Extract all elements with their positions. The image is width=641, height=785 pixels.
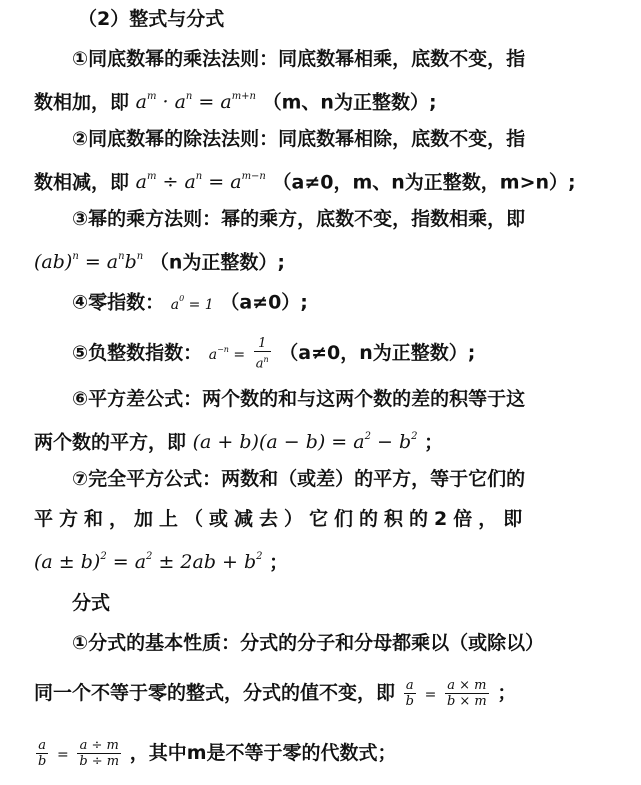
eq1-den-left: b	[405, 694, 414, 709]
rule7-suffix: ；	[269, 551, 289, 574]
rule4-prefix: ④零指数：	[72, 291, 165, 314]
rule2-suffix: （a≠0，m、n为正整数，m>n）;	[272, 171, 576, 194]
rule1-line2	[34, 86, 437, 115]
eq1-num-right: a × m	[445, 678, 489, 694]
rule3-line1: ③幂的乘方法则：幂的乘方，底数不变，指数相乘，即	[72, 208, 526, 230]
rule4-suffix: （a≠0）;	[220, 291, 308, 314]
rule5-fraction	[254, 336, 271, 371]
rule5-frac-den: $a^n$	[255, 355, 269, 372]
rule5-suffix: （a≠0，n为正整数）;	[279, 342, 476, 365]
fraction-rule-line1: ①分式的基本性质：分式的分子和分母都乘以（或除以）	[72, 632, 545, 654]
rule7-line1: ⑦完全平方公式：两数和（或差）的平方，等于它们的	[72, 468, 526, 490]
eq2-frac-left	[36, 738, 48, 769]
eq2-den-left: b	[38, 754, 47, 769]
fraction-rule-line3	[34, 738, 397, 769]
eq1-equals: =	[424, 687, 437, 703]
rule7-line3	[34, 546, 288, 575]
rule4-line	[72, 288, 308, 318]
rule3-suffix: （n为正整数）;	[149, 251, 285, 274]
rule2-line1: ②同底数幂的除法法则：同底数幂相除，底数不变，指	[72, 128, 526, 150]
rule6-suffix: ；	[424, 431, 444, 454]
eq1-num-left: a	[404, 678, 416, 694]
rule1-line1: ①同底数幂的乘法法则：同底数幂相乘，底数不变，指	[72, 48, 526, 70]
eq1-frac-left	[404, 678, 416, 709]
rule6-line2	[34, 426, 443, 455]
rule5-formula-lhs: $a^{-n}$ =	[208, 344, 246, 364]
rule3-formula: $(ab)^n = a^nb^n$	[34, 251, 144, 274]
rule2-formula: $a^m \div a^n = a^{m-n}$	[135, 171, 266, 194]
eq1-den-right: b × m	[446, 694, 487, 709]
eq2-den-right: b ÷ m	[79, 754, 120, 769]
rule1-prefix: 数相加，即	[34, 91, 130, 114]
eq1-frac-right	[445, 678, 489, 709]
eq2-frac-right	[77, 738, 121, 769]
section-heading: （2）整式与分式	[78, 8, 225, 30]
eq2-num-left: a	[36, 738, 48, 754]
eq2-equals: =	[56, 747, 69, 763]
rule6-prefix: 两个数的平方，即	[34, 431, 187, 454]
rule2-prefix: 数相减，即	[34, 171, 130, 194]
rule5-prefix: ⑤负整数指数：	[72, 342, 203, 365]
rule3-line2	[34, 246, 285, 275]
rule7-line2: 平方和，加上（或减去）它们的积的2倍，即	[34, 508, 529, 530]
fraction-rule-line3-suffix: ，其中m是不等于零的代数式；	[129, 742, 397, 764]
rule6-formula: $(a + b)(a - b) = a^2 - b^2$	[192, 431, 418, 454]
fraction-rule-line2-suffix: ；	[497, 682, 517, 704]
fraction-rule-line2	[34, 678, 516, 709]
rule1-formula: $a^m \cdot a^n = a^{m+n}$	[135, 91, 256, 114]
eq2-num-right: a ÷ m	[77, 738, 121, 754]
fraction-subheading: 分式	[72, 592, 111, 614]
rule4-formula: $a^0 = 1$	[170, 294, 214, 313]
rule6-line1: ⑥平方差公式：两个数的和与这两个数的差的积等于这	[72, 388, 526, 410]
fraction-rule-prefix: 同一个不等于零的整式，分式的值不变，即	[34, 682, 396, 704]
rule5-line	[72, 336, 475, 371]
rule2-line2	[34, 166, 576, 195]
rule7-formula: $(a \pm b)^2 = a^2 \pm 2ab + b^2$	[34, 551, 263, 574]
rule5-frac-num: 1	[254, 336, 271, 352]
rule1-suffix: （m、n为正整数）;	[262, 91, 437, 114]
